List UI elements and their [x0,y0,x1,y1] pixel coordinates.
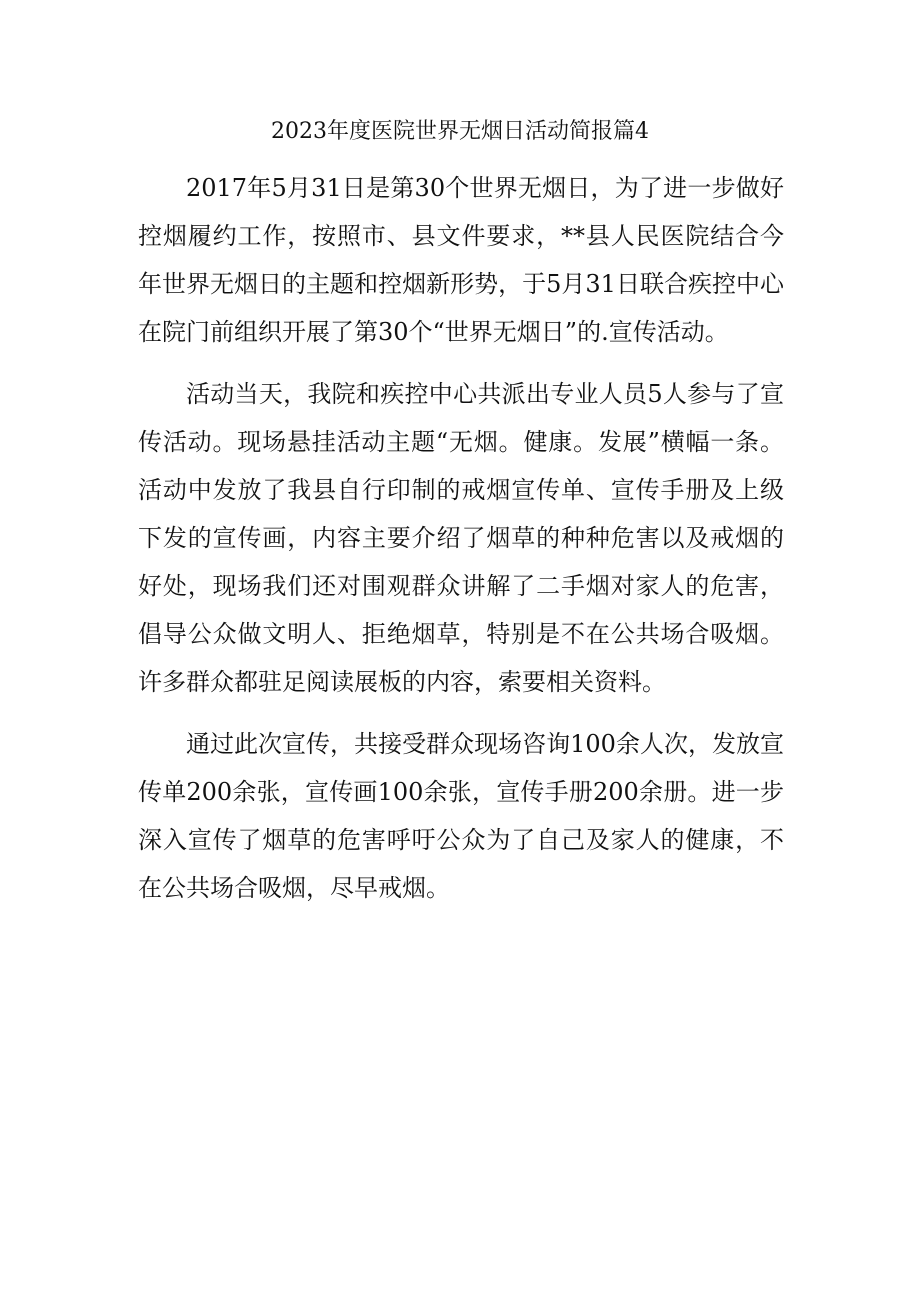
paragraph-3: 通过此次宣传，共接受群众现场咨询100余人次，发放宣传单200余张，宣传画100余张，宣传手册200余册。进一步深入宣传了烟草的危害呼吁公众为了自己及家人的健康，不在公共场合吸烟，尽早戒烟。 [138,730,784,902]
paragraph-1: 2017年5月31日是第30个世界无烟日，为了进一步做好控烟履约工作，按照市、县文件要求，**县人民医院结合今年世界无烟日的主题和控烟新形势，于5月31日联合疾控中心在院门前组织开展了第30个“世界无烟日”的.宣传活动。 [138,174,784,346]
document-body [138,164,784,926]
document-title: 2023年度医院世界无烟日活动简报篇4 [271,119,649,144]
paragraph-2: 活动当天，我院和疾控中心共派出专业人员5人参与了宣传活动。现场悬挂活动主题“无烟。健康。发展”横幅一条。活动中发放了我县自行印制的戒烟宣传单、宣传手册及上级下发的宣传画，内容主要介绍了烟草的种种危害以及戒烟的好处，现场我们还对围观群众讲解了二手烟对家人的危害，倡导公众做文明人、拒绝烟草，特别是不在公共场合吸烟。许多群众都驻足阅读展板的内容，索要相关资料。 [138,380,784,696]
